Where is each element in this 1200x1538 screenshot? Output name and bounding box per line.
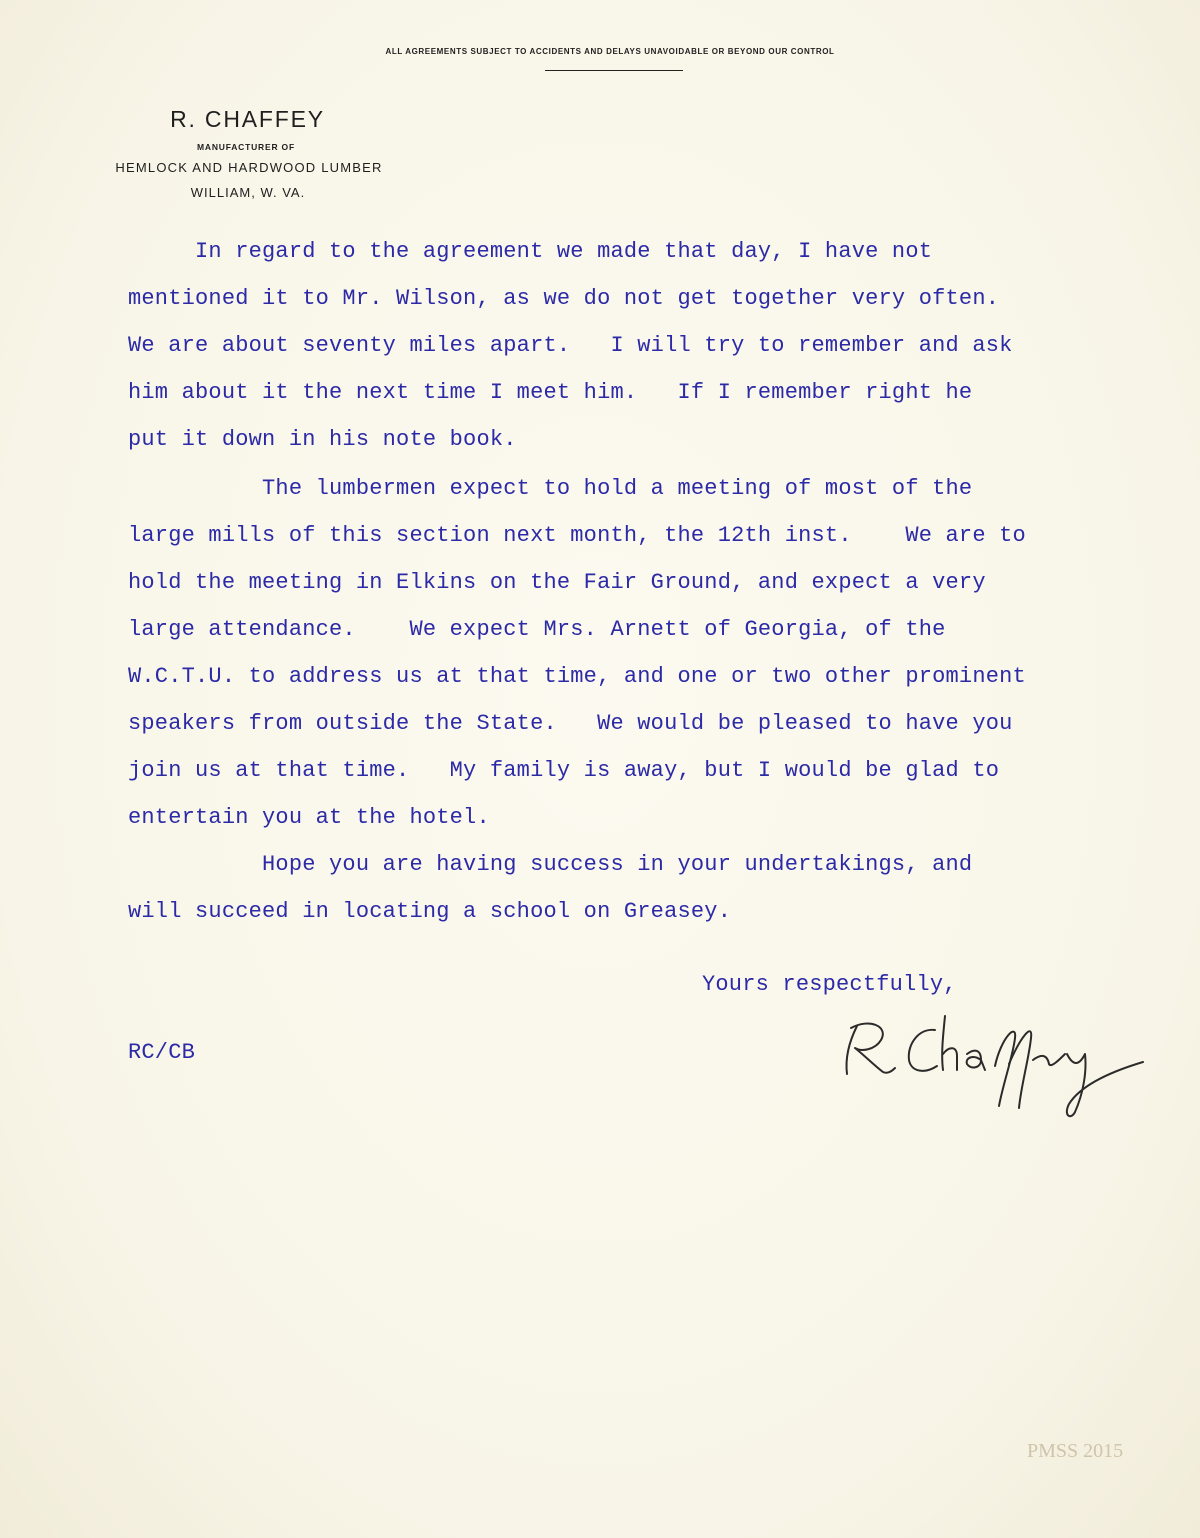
archive-watermark: PMSS 2015 [1027, 1440, 1124, 1462]
body-line: Hope you are having success in your undertakings, and [128, 852, 973, 877]
handwritten-signature [835, 1008, 1165, 1130]
typist-initials: RC/CB [128, 1040, 196, 1065]
letterhead-name: R. CHAFFEY [170, 106, 325, 132]
closing: Yours respectfully, [702, 972, 957, 997]
body-line: large attendance. We expect Mrs. Arnett of Georgia, of the [128, 617, 946, 642]
body-line: W.C.T.U. to address us at that time, and one or two other prominent [128, 664, 1026, 689]
body-line: mentioned it to Mr. Wilson, as we do not get together very often. [128, 286, 1000, 311]
body-line: hold the meeting in Elkins on the Fair Ground, and expect a very [128, 570, 986, 595]
notice-divider [545, 70, 683, 71]
body-line: large mills of this section next month, the 12th inst. We are to [128, 523, 1026, 548]
letterhead-products: HEMLOCK AND HARDWOOD LUMBER [115, 160, 383, 175]
letterhead-notice: ALL AGREEMENTS SUBJECT TO ACCIDENTS AND DELAYS UNAVOIDABLE OR BEYOND OUR CONTROL [385, 47, 835, 56]
body-line: entertain you at the hotel. [128, 805, 490, 830]
body-line: put it down in his note book. [128, 427, 517, 452]
body-line: In regard to the agreement we made that day, I have not [128, 239, 933, 264]
letterhead-location: WILLIAM, W. VA. [190, 185, 306, 200]
letterhead-manufacturer: MANUFACTURER OF [197, 142, 295, 152]
body-line: speakers from outside the State. We would be pleased to have you [128, 711, 1013, 736]
body-line: The lumbermen expect to hold a meeting of most of the [128, 476, 973, 501]
body-line: join us at that time. My family is away, but I would be glad to [128, 758, 1000, 783]
body-line: him about it the next time I meet him. If I remember right he [128, 380, 973, 405]
body-line: We are about seventy miles apart. I will try to remember and ask [128, 333, 1013, 358]
body-line: will succeed in locating a school on Greasey. [128, 899, 732, 924]
